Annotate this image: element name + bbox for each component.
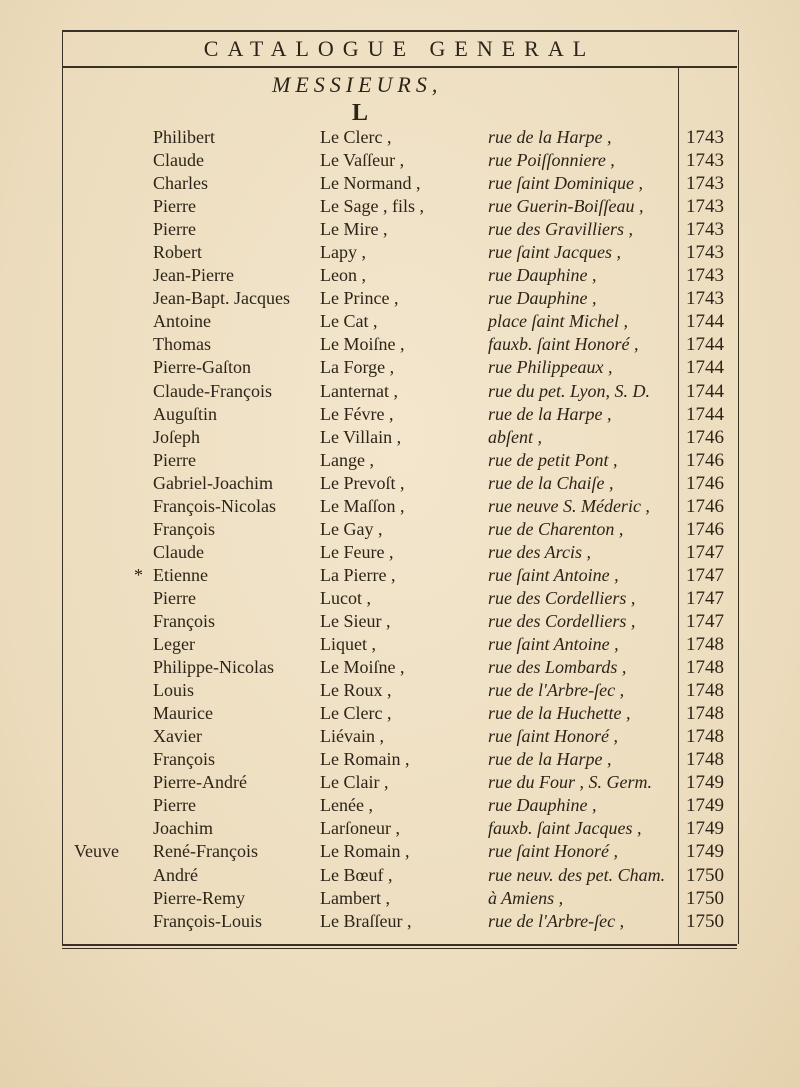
list-item [0,910,800,933]
first-name: Claude [153,150,204,171]
last-name: Le Prevoſt , [320,472,405,493]
first-name: Robert [153,242,202,263]
list-item [0,195,800,218]
list-item [0,126,800,149]
member-list [0,126,800,933]
year: 1750 [686,864,724,886]
address: rue neuve S. Méderic , [488,495,650,516]
last-name: Le Moiſne , [320,657,405,678]
first-name: Pierre [153,449,196,470]
list-item [0,817,800,840]
year: 1746 [686,449,724,471]
year: 1744 [686,311,724,333]
address: rue ſaint Jacques , [488,242,621,263]
list-item [0,426,800,449]
last-name: Le Feure , [320,541,394,562]
list-item [0,333,800,356]
last-name: Lange , [320,449,374,470]
last-name: Lapy , [320,242,366,263]
year: 1743 [686,219,724,241]
list-item [0,472,800,495]
address: abſent , [488,426,542,447]
list-item [0,679,800,702]
bottom-rule [62,944,737,946]
top-rule [62,30,737,32]
year: 1743 [686,173,724,195]
list-item [0,794,800,817]
list-item [0,656,800,679]
last-name: Le Cat , [320,311,378,332]
address: rue Dauphine , [488,288,597,309]
year: 1748 [686,657,724,679]
list-item [0,725,800,748]
last-name: Le Févre , [320,403,394,424]
year: 1748 [686,726,724,748]
last-name: Le Romain , [320,749,410,770]
year: 1746 [686,495,724,517]
last-name: Le Vaſſeur , [320,150,405,171]
address: rue de la Harpe , [488,127,612,147]
list-item [0,518,800,541]
address: rue ſaint Honoré , [488,841,618,862]
address: rue des Gravilliers , [488,219,633,240]
year: 1749 [686,841,724,863]
year: 1747 [686,610,724,632]
list-item [0,495,800,518]
list-item [0,610,800,633]
first-name: Thomas [153,334,211,355]
first-name: Maurice [153,703,213,724]
first-name: Pierre-Remy [153,887,245,908]
first-name: François [153,610,215,631]
first-name: Philippe-Nicolas [153,657,274,678]
list-item [0,149,800,172]
year: 1748 [686,749,724,771]
first-name: René-François [153,841,258,862]
address: rue du pet. Lyon, S. D. [488,380,650,401]
first-name: Claude [153,541,204,562]
list-item [0,218,800,241]
first-name: Charles [153,173,208,194]
year: 1743 [686,150,724,172]
address: rue Dauphine , [488,795,597,816]
address: rue Philippeaux , [488,357,613,378]
last-name: Lucot , [320,587,371,608]
address: rue de la Harpe , [488,403,612,424]
year: 1743 [686,127,724,148]
list-item [0,771,800,794]
last-name: Liquet , [320,634,376,655]
first-name: Joachim [153,818,213,839]
list-item [0,587,800,610]
year: 1747 [686,564,724,586]
first-name: André [153,864,198,885]
last-name: Le Normand , [320,173,421,194]
list-item [0,864,800,887]
address: rue ſaint Honoré , [488,726,618,747]
last-name: Liévain , [320,726,384,747]
section-letter: L [352,100,369,126]
last-name: La Forge , [320,357,395,378]
last-name: Le Clerc , [320,703,392,724]
last-name: Le Sieur , [320,610,391,631]
last-name: Leon , [320,265,366,286]
last-name: Le Maſſon , [320,495,405,516]
year: 1748 [686,634,724,656]
list-item [0,380,800,403]
asterisk-mark: * [134,564,143,585]
list-item [0,241,800,264]
address: rue ſaint Antoine , [488,634,619,655]
last-name: Le Braſſeur , [320,910,412,931]
last-name: Lambert , [320,887,390,908]
name-prefix: Veuve [74,841,119,862]
address: rue ſaint Antoine , [488,564,619,585]
year: 1749 [686,795,724,817]
address: rue des Cordelliers , [488,610,636,631]
first-name: François [153,749,215,770]
last-name: Le Clerc , [320,127,392,147]
first-name: Auguſtin [153,403,218,424]
list-item [0,356,800,379]
list-item [0,172,800,195]
first-name: Pierre [153,219,196,240]
first-name: Philibert [153,127,215,147]
list-item [0,564,800,587]
address: rue de l'Arbre-ſec , [488,910,625,931]
year: 1744 [686,403,724,425]
last-name: Le Sage , fils , [320,196,424,217]
header-rule [62,66,737,68]
address: rue du Four , S. Germ. [488,772,652,793]
first-name: Jean-Pierre [153,265,234,286]
year: 1750 [686,887,724,909]
first-name: François-Louis [153,910,262,931]
address: fauxb. ſaint Jacques , [488,818,642,839]
first-name: Pierre [153,795,196,816]
year: 1750 [686,910,724,932]
last-name: Le Villain , [320,426,402,447]
address: fauxb. ſaint Honoré , [488,334,639,355]
year: 1744 [686,334,724,356]
list-item [0,702,800,725]
page-title: CATALOGUE GENERAL [203,36,596,61]
year: 1747 [686,587,724,609]
address: rue ſaint Dominique , [488,173,643,194]
address: rue neuv. des pet. Cham. [488,864,666,885]
year: 1749 [686,818,724,840]
year: 1744 [686,380,724,402]
year: 1749 [686,772,724,794]
last-name: Lenée , [320,795,373,816]
first-name: Antoine [153,311,211,332]
bottom-rule-thin [62,948,737,949]
section-subtitle: MESSIEURS, [272,72,443,97]
first-name: Pierre [153,196,196,217]
address: rue de l'Arbre-ſec , [488,680,625,701]
first-name: Pierre-Gaſton [153,357,251,378]
last-name: Lanternat , [320,380,398,401]
first-name: Louis [153,680,195,701]
address: rue Guerin-Boiſſeau , [488,196,644,217]
address: rue de Charenton , [488,518,624,539]
list-item [0,633,800,656]
address: rue de la Chaiſe , [488,472,614,493]
first-name: Etienne [153,564,208,585]
address: rue Poiſſonniere , [488,150,615,171]
year: 1746 [686,518,724,540]
last-name: Le Prince , [320,288,399,309]
list-item [0,449,800,472]
list-item [0,748,800,771]
year: 1744 [686,357,724,379]
year: 1743 [686,196,724,218]
list-item [0,887,800,910]
list-item [0,403,800,426]
last-name: Le Romain , [320,841,410,862]
last-name: Le Mire , [320,219,388,240]
address: rue de petit Pont , [488,449,618,470]
first-name: François-Nicolas [153,495,276,516]
first-name: Pierre-André [153,772,247,793]
year: 1746 [686,426,724,448]
address: rue Dauphine , [488,265,597,286]
list-item [0,287,800,310]
address: rue de la Huchette , [488,703,631,724]
first-name: Leger [153,634,195,655]
address: place ſaint Michel , [488,311,628,332]
last-name: Le Clair , [320,772,389,793]
last-name: Le Roux , [320,680,392,701]
year: 1747 [686,541,724,563]
last-name: Le Moiſne , [320,334,405,355]
first-name: Joſeph [153,426,200,447]
year: 1743 [686,288,724,310]
first-name: Claude-François [153,380,272,401]
year: 1743 [686,265,724,287]
first-name: Xavier [153,726,202,747]
last-name: La Pierre , [320,564,396,585]
first-name: François [153,518,215,539]
year: 1748 [686,703,724,725]
last-name: Le Gay , [320,518,383,539]
address: rue des Arcis , [488,541,591,562]
list-item [0,264,800,287]
list-item [0,541,800,564]
list-item [0,310,800,333]
year: 1748 [686,680,724,702]
year: 1746 [686,472,724,494]
list-item [0,840,800,863]
last-name: Larſoneur , [320,818,400,839]
address: à Amiens , [488,887,564,908]
address: rue de la Harpe , [488,749,612,770]
first-name: Jean-Bapt. Jacques [153,288,290,309]
address: rue des Cordelliers , [488,587,636,608]
first-name: Pierre [153,587,196,608]
address: rue des Lombards , [488,657,627,678]
last-name: Le Bœuf , [320,864,393,885]
year: 1743 [686,242,724,264]
first-name: Gabriel-Joachim [153,472,273,493]
